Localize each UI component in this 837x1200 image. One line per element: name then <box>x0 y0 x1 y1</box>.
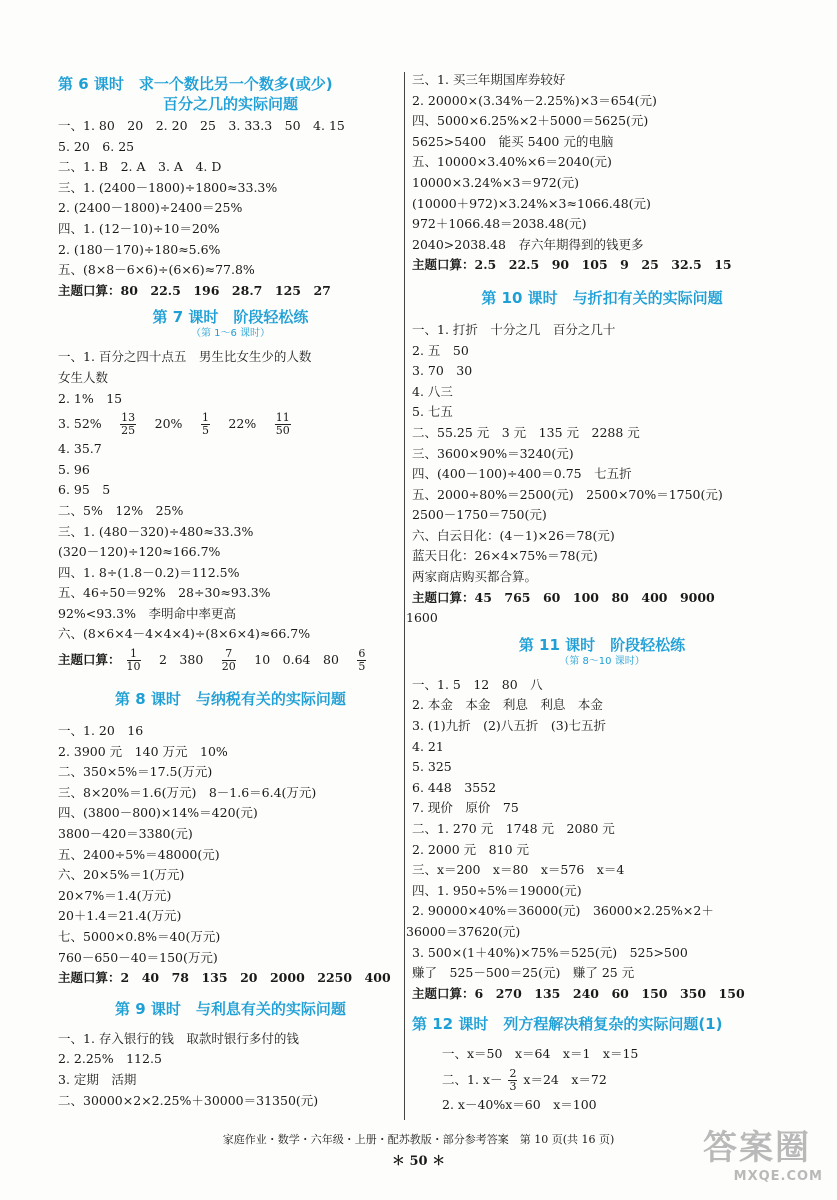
answer-line: 三、1. (2400－1800)÷1800≈33.3% <box>58 179 278 195</box>
fraction: $\frac{2}{3}$ <box>509 1066 517 1093</box>
answer-line: 5. 七五 <box>412 404 453 420</box>
answer-line: 二、55.25 元 3 元 135 元 2288 元 <box>412 424 640 440</box>
answer-line: 四、(3800－800)×14%＝420(元) <box>58 805 258 821</box>
answer-line: 7. 现价 原价 75 <box>412 800 519 816</box>
answer-line: 四、(400－100)÷400＝0.75 七五折 <box>412 466 632 482</box>
answer-line: 两家商店购买都合算。 <box>412 569 538 585</box>
answer-line: 2. 20000×(3.34%－2.25%)×3＝654(元) <box>412 92 657 108</box>
answer-line: 2. 2000 元 810 元 <box>412 841 530 857</box>
answer-line: 二、30000×2×2.25%＋30000＝31350(元) <box>58 1092 319 1108</box>
answer-line: 三、8×20%＝1.6(万元) 8－1.6＝6.4(万元) <box>58 784 317 800</box>
lesson-9-title: 第 9 课时 与利息有关的实际问题 <box>115 999 346 1018</box>
lesson-11-range: （第 8～10 课时） <box>559 655 645 667</box>
lesson-7-range: （第 1～6 课时） <box>190 328 271 340</box>
page-footer: 家庭作业・数学・六年级・上册・配苏教版・部分参考答案 第 10 页(共 16 页) <box>222 1133 615 1146</box>
answer-line: 2500－1750＝750(元) <box>412 507 547 523</box>
answer-line: 2. 五 50 <box>412 342 469 358</box>
answer-line: 六、20×5%＝1(万元) <box>58 867 185 883</box>
answer-line: 四、5000×6.25%×2＋5000＝5625(元) <box>412 113 649 129</box>
answer-line: 五、10000×3.40%×6＝2040(元) <box>412 154 612 170</box>
answer-line: 一、1. 打折 十分之几 百分之几十 <box>412 321 616 337</box>
fraction: $\frac{13}{25}$ <box>121 411 136 438</box>
answer-line: 2. 本金 本金 利息 利息 本金 <box>412 697 603 713</box>
answer-line: 五、(8×8－6×6)÷(6×6)≈77.8% <box>58 262 255 278</box>
answer-line: 2. (180－170)÷180≈5.6% <box>58 241 221 257</box>
answer-line: 760－650－40＝150(万元) <box>58 949 218 965</box>
oral-calc-line: 主题口算：6 270 135 240 60 150 350 150 <box>412 985 745 1001</box>
answer-line: 四、1. 950÷5%＝19000(元) <box>412 882 582 898</box>
answer-line: 六、白云日化：(4－1)×26＝78(元) <box>412 527 615 543</box>
fraction: $\frac{1}{10}$ <box>126 647 141 674</box>
oral-calc-line: 主题口算：2.5 22.5 90 105 9 25 32.5 15 <box>412 257 732 273</box>
answer-line: 4. 21 <box>412 738 444 754</box>
left-column <box>58 70 403 1111</box>
fraction-answer-line: 3. 52% $\frac{13}{25}$ 20% $\frac{1}{5}$ 22% $\frac{11}{50}$ <box>58 411 290 438</box>
answer-line: 二、1. 270 元 1748 元 2080 元 <box>412 821 615 836</box>
answer-line: (10000＋972)×3.24%×3≈1066.48(元) <box>412 195 651 211</box>
answer-line: 6. 448 3552 <box>412 779 497 795</box>
answer-line: 三、1. 买三年期国库券较好 <box>412 72 566 87</box>
answer-line: 10000×3.24%×3＝972(元) <box>412 174 579 190</box>
lesson-6-subtitle: 百分之几的实际问题 <box>162 95 298 113</box>
oral-calc-line: 主题口算：80 22.5 196 28.7 125 27 <box>58 282 331 298</box>
answer-line: 二、5% 12% 25% <box>58 502 184 518</box>
answer-line: 女生人数 <box>58 369 109 385</box>
answer-line: 六、(8×6×4－4×4×4)÷(8×6×4)≈66.7% <box>58 626 311 642</box>
answer-line: 二、1. B 2. A 3. A 4. D <box>58 159 222 175</box>
answer-line: 5. 20 6. 25 <box>58 138 135 154</box>
oral-calc-line: 主题口算：45 765 60 100 80 400 9000 <box>412 589 715 605</box>
answer-line: 五、2400÷5%＝48000(元) <box>58 846 220 862</box>
answer-line: 四、1. (12－10)÷10＝20% <box>58 220 220 236</box>
answer-line: 4. 八三 <box>412 383 453 399</box>
answer-line: 3. 定期 活期 <box>58 1071 137 1087</box>
answer-line: 5. 325 <box>412 759 452 775</box>
lesson-12-title: 第 12 课时 列方程解决稍复杂的实际问题(1) <box>412 1015 723 1034</box>
answer-line: 赚了 525－500＝25(元) 赚了 25 元 <box>412 965 635 981</box>
fraction: $\frac{7}{20}$ <box>221 647 236 674</box>
answer-line: 一、1. 20 16 <box>58 723 144 739</box>
answer-line: 2. x－40%x＝60 x＝100 <box>442 1096 597 1112</box>
answer-line: 七、5000×0.8%＝40(万元) <box>58 929 221 944</box>
answer-line: 3. (1)九折 (2)八五折 (3)七五折 <box>412 718 607 734</box>
answer-line: 6. 95 5 <box>58 482 111 498</box>
lesson-6-title: 第 6 课时 求一个数比另一个数多(或少) <box>58 75 333 93</box>
answer-line: 一、1. 5 12 80 八 <box>412 676 543 692</box>
answer-line: 蓝天日化：26×4×75%＝78(元) <box>412 548 598 564</box>
answer-line: 三、1. (480－320)÷480≈33.3% <box>58 523 254 539</box>
answer-line: 一、x＝50 x＝64 x＝1 x＝15 <box>442 1046 639 1062</box>
answer-line: 92%<93.3% 李明命中率更高 <box>58 605 236 621</box>
answer-line: 五、46÷50＝92% 28÷30≈93.3% <box>58 585 271 601</box>
answer-line: 4. 35.7 <box>58 441 102 457</box>
right-column <box>406 70 792 1116</box>
lesson-7-title: 第 7 课时 阶段轻松练 <box>152 308 309 327</box>
answer-line: (320－120)÷120≈166.7% <box>58 544 221 560</box>
answer-line: 2040>2038.48 存六年期得到的钱更多 <box>412 236 644 252</box>
answer-line: 三、x＝200 x＝80 x＝576 x＝4 <box>412 862 625 878</box>
answer-line: 五、2000÷80%＝2500(元) 2500×70%＝1750(元) <box>412 486 723 502</box>
oral-calc-line: 主题口算： $\frac{1}{10}$ 2 380 $\frac{7}{20}$ 10 0.64 80 $\frac{6}{5}$ <box>58 647 366 674</box>
answer-line: 20×7%＝1.4(万元) <box>58 887 172 903</box>
answer-line: 2. 1% 15 <box>58 390 123 406</box>
answer-line: 5625>5400 能买 5400 元的电脑 <box>412 133 614 149</box>
answer-line: 一、1. 百分之四十点五 男生比女生少的人数 <box>58 349 312 365</box>
answer-line: 36000＝37620(元) <box>406 923 521 939</box>
watermark-logo: 答案圈 <box>703 1128 811 1168</box>
lesson-8-title: 第 8 课时 与纳税有关的实际问题 <box>115 690 346 709</box>
column-divider <box>404 72 405 1120</box>
answer-line: 2. (2400－1800)÷2400＝25% <box>58 200 243 216</box>
answer-line: 20＋1.4＝21.4(万元) <box>58 908 182 924</box>
answer-line: 3. 500×(1＋40%)×75%＝525(元) 525>500 <box>412 944 688 960</box>
answer-line: 972＋1066.48＝2038.48(元) <box>412 216 587 232</box>
page-number: ＊ 50 ＊ <box>391 1154 446 1169</box>
fraction-answer-line: 二、1. x－ $\frac{2}{3}$ x＝24 x＝72 <box>442 1066 607 1093</box>
answer-line: 3. 70 30 <box>412 363 473 379</box>
answer-line: 3800－420＝3380(元) <box>58 826 193 842</box>
answer-line: 二、350×5%＝17.5(万元) <box>58 764 213 780</box>
oral-calc-line: 主题口算：2 40 78 135 20 2000 2250 400 <box>58 970 391 986</box>
answer-line: 2. 3900 元 140 万元 10% <box>58 743 228 759</box>
fraction: $\frac{11}{50}$ <box>275 411 290 438</box>
fraction: $\frac{6}{5}$ <box>358 647 366 674</box>
answer-line: 2. 2.25% 112.5 <box>58 1051 162 1067</box>
answer-line: 四、1. 8÷(1.8－0.2)＝112.5% <box>58 564 240 580</box>
answer-line: 5. 96 <box>58 461 90 477</box>
answer-line: 一、1. 80 20 2. 20 25 3. 33.3 50 4. 15 <box>58 118 345 133</box>
watermark-url: MXQE.COM <box>733 1169 823 1184</box>
site-watermark <box>703 1120 823 1194</box>
answer-line: 2. 90000×40%＝36000(元) 36000×2.25%×2＋ <box>412 903 714 919</box>
lesson-11-title: 第 11 课时 阶段轻松练 <box>518 635 686 654</box>
fraction: $\frac{1}{5}$ <box>201 411 209 438</box>
lesson-10-title: 第 10 课时 与折扣有关的实际问题 <box>481 288 723 307</box>
answer-line: 1600 <box>406 610 438 626</box>
answer-line: 三、3600×90%＝3240(元) <box>412 445 574 461</box>
answer-line: 一、1. 存入银行的钱 取款时银行多付的钱 <box>58 1030 299 1046</box>
